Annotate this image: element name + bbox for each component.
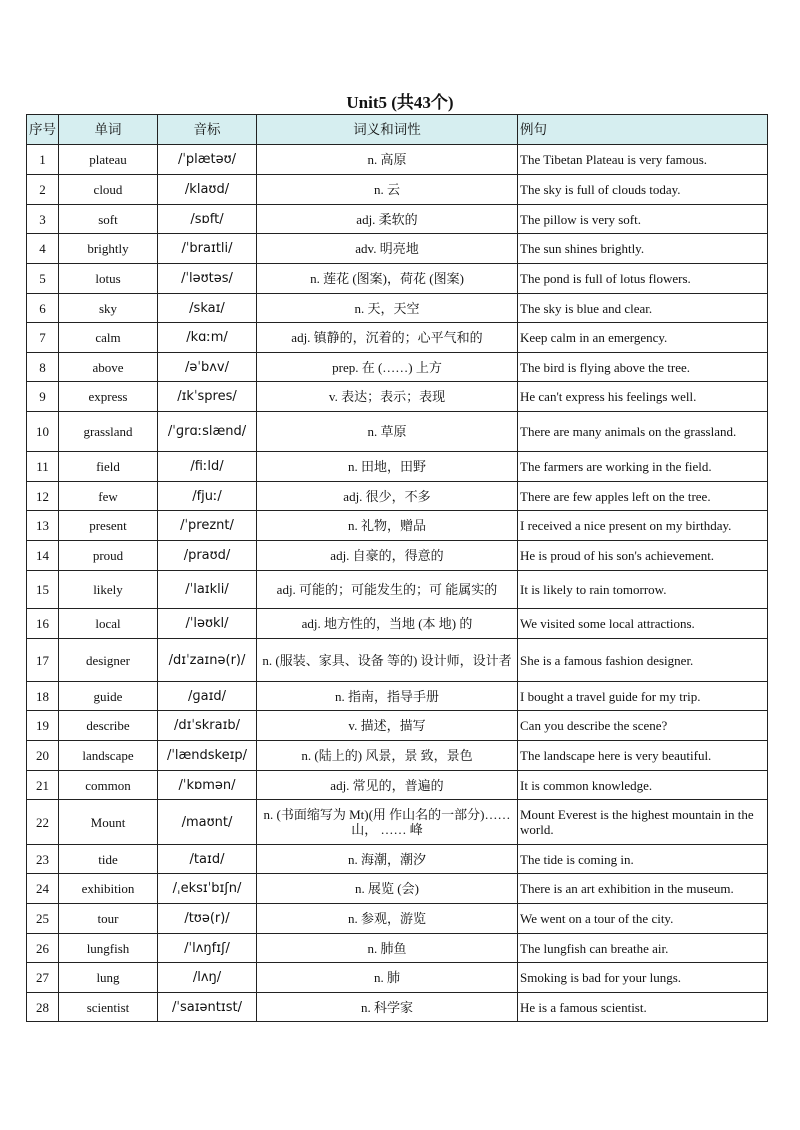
cell-word: calm — [59, 323, 158, 353]
cell-meaning: n. 天，天空 — [257, 294, 518, 323]
cell-no: 23 — [27, 845, 59, 874]
header-phonetic: 音标 — [158, 115, 257, 145]
cell-no: 10 — [27, 412, 59, 452]
cell-word: guide — [59, 682, 158, 711]
cell-word: landscape — [59, 741, 158, 771]
table-row — [27, 963, 768, 993]
cell-word: soft — [59, 205, 158, 234]
cell-no: 6 — [27, 294, 59, 323]
table-row — [27, 145, 768, 175]
cell-example: There are many animals on the grassland. — [518, 412, 768, 452]
cell-example: I received a nice present on my birthday. — [518, 511, 768, 541]
cell-example: Mount Everest is the highest mountain in the world. — [518, 800, 768, 845]
cell-no: 25 — [27, 904, 59, 934]
cell-phonetic: /ɡaɪd/ — [158, 682, 257, 711]
cell-meaning: n. 礼物，赠品 — [257, 511, 518, 541]
cell-example: The sun shines brightly. — [518, 234, 768, 264]
cell-meaning: adj. 镇静的，沉着的；心平气和的 — [257, 323, 518, 353]
header-example: 例句 — [518, 115, 768, 145]
table-row — [27, 353, 768, 382]
cell-phonetic: /ˈsaɪəntɪst/ — [158, 993, 257, 1022]
cell-phonetic: /ˈpreznt/ — [158, 511, 257, 541]
cell-meaning: n. (书面缩写为 Mt)(用 作山名的一部分)…… 山， …… 峰 — [257, 800, 518, 845]
cell-word: above — [59, 353, 158, 382]
table-row — [27, 482, 768, 511]
cell-meaning: n. 指南，指导手册 — [257, 682, 518, 711]
cell-example: I bought a travel guide for my trip. — [518, 682, 768, 711]
cell-no: 5 — [27, 264, 59, 294]
table-row — [27, 294, 768, 323]
cell-meaning: n. (服装、家具、设备 等的) 设计师，设计者 — [257, 639, 518, 682]
cell-no: 17 — [27, 639, 59, 682]
header-meaning: 词义和词性 — [257, 115, 518, 145]
cell-phonetic: /əˈbʌv/ — [158, 353, 257, 382]
cell-no: 22 — [27, 800, 59, 845]
cell-meaning: n. 草原 — [257, 412, 518, 452]
header-word: 单词 — [59, 115, 158, 145]
cell-phonetic: /maʊnt/ — [158, 800, 257, 845]
cell-no: 24 — [27, 874, 59, 904]
cell-word: lotus — [59, 264, 158, 294]
cell-no: 8 — [27, 353, 59, 382]
cell-example: The landscape here is very beautiful. — [518, 741, 768, 771]
page-title: Unit5 (共43个) — [346, 93, 454, 112]
cell-phonetic: /ˈlændskeɪp/ — [158, 741, 257, 771]
cell-word: sky — [59, 294, 158, 323]
table-row — [27, 511, 768, 541]
cell-example: Keep calm in an emergency. — [518, 323, 768, 353]
cell-no: 3 — [27, 205, 59, 234]
table-row — [27, 845, 768, 874]
cell-no: 14 — [27, 541, 59, 571]
cell-word: grassland — [59, 412, 158, 452]
cell-phonetic: /fjuː/ — [158, 482, 257, 511]
cell-no: 13 — [27, 511, 59, 541]
vocabulary-table — [26, 114, 768, 1022]
cell-meaning: adj. 可能的；可能发生的；可 能属实的 — [257, 571, 518, 609]
table-row — [27, 452, 768, 482]
cell-example: He is proud of his son's achievement. — [518, 541, 768, 571]
cell-meaning: n. 海潮，潮汐 — [257, 845, 518, 874]
cell-example: The sky is blue and clear. — [518, 294, 768, 323]
cell-word: tour — [59, 904, 158, 934]
cell-no: 16 — [27, 609, 59, 639]
cell-word: plateau — [59, 145, 158, 175]
cell-word: lungfish — [59, 934, 158, 963]
table-row — [27, 993, 768, 1022]
cell-word: Mount — [59, 800, 158, 845]
cell-example: She is a famous fashion designer. — [518, 639, 768, 682]
table-row — [27, 934, 768, 963]
cell-example: The bird is flying above the tree. — [518, 353, 768, 382]
header-no: 序号 — [27, 115, 59, 145]
cell-example: He can't express his feelings well. — [518, 382, 768, 412]
cell-phonetic: /ˈləʊkl/ — [158, 609, 257, 639]
cell-word: local — [59, 609, 158, 639]
table-row — [27, 541, 768, 571]
cell-meaning: v. 表达；表示；表现 — [257, 382, 518, 412]
table-row — [27, 571, 768, 609]
cell-no: 7 — [27, 323, 59, 353]
cell-no: 2 — [27, 175, 59, 205]
cell-example: There are few apples left on the tree. — [518, 482, 768, 511]
cell-example: The Tibetan Plateau is very famous. — [518, 145, 768, 175]
cell-no: 1 — [27, 145, 59, 175]
cell-phonetic: /ɪkˈspres/ — [158, 382, 257, 412]
cell-example: Smoking is bad for your lungs. — [518, 963, 768, 993]
cell-example: The pillow is very soft. — [518, 205, 768, 234]
cell-no: 26 — [27, 934, 59, 963]
cell-no: 4 — [27, 234, 59, 264]
cell-meaning: n. 科学家 — [257, 993, 518, 1022]
cell-word: few — [59, 482, 158, 511]
cell-example: He is a famous scientist. — [518, 993, 768, 1022]
cell-no: 27 — [27, 963, 59, 993]
cell-meaning: n. 莲花 (图案)，荷花 (图案) — [257, 264, 518, 294]
cell-phonetic: /ˈplætəʊ/ — [158, 145, 257, 175]
cell-phonetic: /fiːld/ — [158, 452, 257, 482]
cell-example: There is an art exhibition in the museum. — [518, 874, 768, 904]
cell-no: 20 — [27, 741, 59, 771]
cell-meaning: prep. 在 (……) 上方 — [257, 353, 518, 382]
cell-meaning: n. 田地，田野 — [257, 452, 518, 482]
cell-word: exhibition — [59, 874, 158, 904]
cell-word: tide — [59, 845, 158, 874]
cell-example: The sky is full of clouds today. — [518, 175, 768, 205]
cell-phonetic: /lʌŋ/ — [158, 963, 257, 993]
table-row — [27, 609, 768, 639]
cell-no: 19 — [27, 711, 59, 741]
table-row — [27, 234, 768, 264]
cell-no: 18 — [27, 682, 59, 711]
table-row — [27, 412, 768, 452]
cell-word: brightly — [59, 234, 158, 264]
cell-word: lung — [59, 963, 158, 993]
cell-phonetic: /ˈləʊtəs/ — [158, 264, 257, 294]
cell-phonetic: /dɪˈskraɪb/ — [158, 711, 257, 741]
table-row — [27, 382, 768, 412]
cell-example: The lungfish can breathe air. — [518, 934, 768, 963]
cell-no: 28 — [27, 993, 59, 1022]
cell-example: The farmers are working in the field. — [518, 452, 768, 482]
cell-no: 9 — [27, 382, 59, 412]
table-row — [27, 771, 768, 800]
cell-example: It is likely to rain tomorrow. — [518, 571, 768, 609]
cell-example: It is common knowledge. — [518, 771, 768, 800]
cell-word: describe — [59, 711, 158, 741]
cell-phonetic: /ˈkɒmən/ — [158, 771, 257, 800]
cell-phonetic: /praʊd/ — [158, 541, 257, 571]
cell-phonetic: /taɪd/ — [158, 845, 257, 874]
cell-phonetic: /ˈlaɪkli/ — [158, 571, 257, 609]
cell-meaning: n. 肺 — [257, 963, 518, 993]
cell-phonetic: /ˈbraɪtli/ — [158, 234, 257, 264]
cell-phonetic: /sɒft/ — [158, 205, 257, 234]
cell-word: scientist — [59, 993, 158, 1022]
table-row — [27, 904, 768, 934]
cell-phonetic: /ˈɡrɑːslænd/ — [158, 412, 257, 452]
cell-word: express — [59, 382, 158, 412]
cell-meaning: adj. 自豪的，得意的 — [257, 541, 518, 571]
table-row — [27, 800, 768, 845]
cell-word: field — [59, 452, 158, 482]
cell-word: cloud — [59, 175, 158, 205]
cell-phonetic: /skaɪ/ — [158, 294, 257, 323]
cell-word: common — [59, 771, 158, 800]
table-body — [27, 145, 768, 1022]
table-row — [27, 639, 768, 682]
cell-word: likely — [59, 571, 158, 609]
table-row — [27, 682, 768, 711]
cell-phonetic: /ˌeksɪˈbɪʃn/ — [158, 874, 257, 904]
cell-phonetic: /klaʊd/ — [158, 175, 257, 205]
table-header-row — [27, 115, 768, 145]
cell-word: designer — [59, 639, 158, 682]
cell-meaning: n. 高原 — [257, 145, 518, 175]
cell-example: We went on a tour of the city. — [518, 904, 768, 934]
cell-example: We visited some local attractions. — [518, 609, 768, 639]
cell-meaning: adj. 地方性的，当地 (本 地) 的 — [257, 609, 518, 639]
cell-example: The tide is coming in. — [518, 845, 768, 874]
cell-meaning: n. (陆上的) 风景，景 致，景色 — [257, 741, 518, 771]
cell-meaning: adv. 明亮地 — [257, 234, 518, 264]
cell-meaning: n. 参观，游览 — [257, 904, 518, 934]
cell-meaning: adj. 柔软的 — [257, 205, 518, 234]
cell-no: 11 — [27, 452, 59, 482]
cell-example: Can you describe the scene? — [518, 711, 768, 741]
table-row — [27, 264, 768, 294]
table-row — [27, 874, 768, 904]
cell-meaning: n. 云 — [257, 175, 518, 205]
cell-meaning: n. 展览 (会) — [257, 874, 518, 904]
table-row — [27, 741, 768, 771]
table-row — [27, 205, 768, 234]
table-row — [27, 711, 768, 741]
cell-phonetic: /kɑːm/ — [158, 323, 257, 353]
table-row — [27, 175, 768, 205]
cell-no: 21 — [27, 771, 59, 800]
cell-meaning: n. 肺鱼 — [257, 934, 518, 963]
cell-phonetic: /dɪˈzaɪnə(r)/ — [158, 639, 257, 682]
cell-word: proud — [59, 541, 158, 571]
cell-phonetic: /ˈlʌŋfɪʃ/ — [158, 934, 257, 963]
cell-meaning: v. 描述，描写 — [257, 711, 518, 741]
cell-phonetic: /tʊə(r)/ — [158, 904, 257, 934]
cell-no: 15 — [27, 571, 59, 609]
cell-word: present — [59, 511, 158, 541]
cell-example: The pond is full of lotus flowers. — [518, 264, 768, 294]
table-row — [27, 323, 768, 353]
cell-no: 12 — [27, 482, 59, 511]
cell-meaning: adj. 很少，不多 — [257, 482, 518, 511]
cell-meaning: adj. 常见的，普遍的 — [257, 771, 518, 800]
